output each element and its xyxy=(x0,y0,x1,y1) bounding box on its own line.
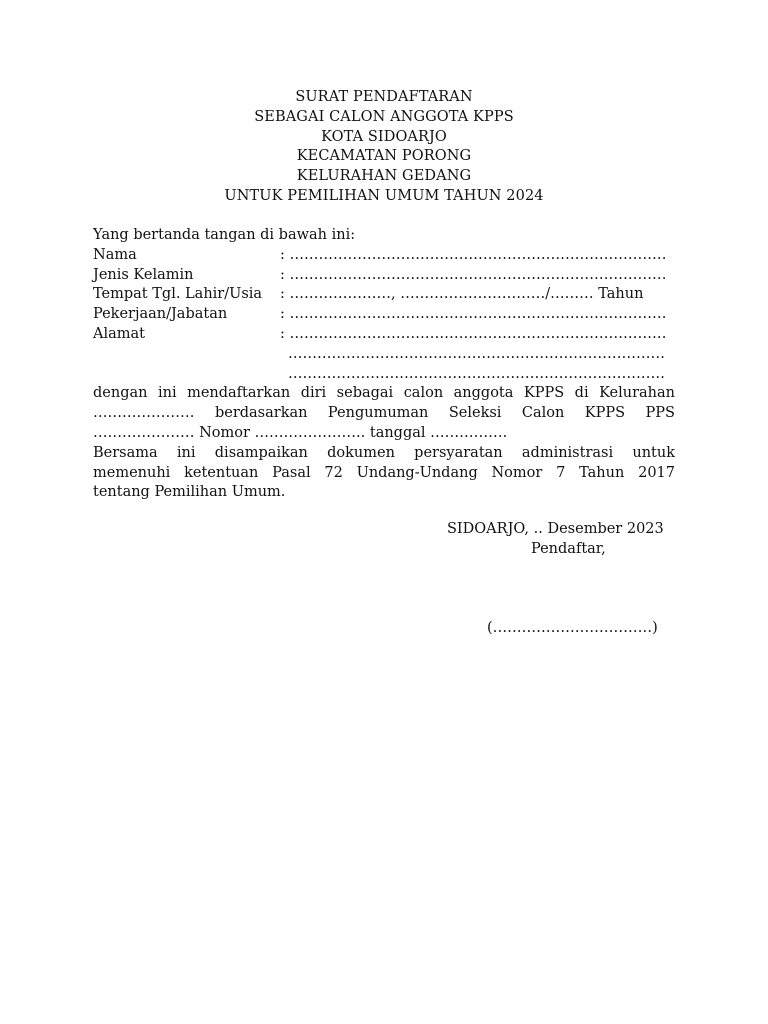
paragraph-line: memenuhi ketentuan Pasal 72 Undang-Undang Nomor 7 Tahun 2017 xyxy=(93,464,675,481)
paragraph-line: ………………… berdasarkan Pengumuman Seleksi Calon KPPS PPS xyxy=(93,405,675,422)
paragraph-registration xyxy=(93,384,675,443)
title-line-1: SURAT PENDAFTARAN xyxy=(295,89,473,105)
field-nama xyxy=(93,246,675,266)
field-value: …………………………………………………………………… xyxy=(288,345,665,362)
address-continuation-2 xyxy=(93,365,675,385)
field-alamat xyxy=(93,325,675,345)
field-value: : …………………, …………………………/……… Tahun xyxy=(280,286,644,303)
paragraph-line: ………………… Nomor ………………….. tanggal ……………. xyxy=(93,424,508,441)
field-label: Tempat Tgl. Lahir/Usia xyxy=(93,286,263,303)
field-value: : …………………………………………………………………… xyxy=(280,306,667,323)
field-value: : …………………………………………………………………… xyxy=(280,266,667,283)
signature-place-date: SIDOARJO, .. Desember 2023 xyxy=(447,521,664,537)
field-label: Jenis Kelamin xyxy=(93,266,194,283)
field-label: Nama xyxy=(93,246,137,263)
field-value: : …………………………………………………………………… xyxy=(280,246,667,263)
field-jenis-kelamin xyxy=(93,266,675,286)
field-pekerjaan xyxy=(93,305,675,325)
document-body xyxy=(93,226,675,503)
paragraph-documents xyxy=(93,444,675,503)
field-value: …………………………………………………………………… xyxy=(288,365,665,382)
address-continuation-1 xyxy=(93,345,675,365)
signature-name-placeholder: (……………………………) xyxy=(487,620,658,636)
paragraph-line: tentang Pemilihan Umum. xyxy=(93,484,286,501)
field-tempat-tgl-lahir xyxy=(93,285,675,305)
title-line-4: KECAMATAN PORONG xyxy=(296,148,472,165)
field-label: Pekerjaan/Jabatan xyxy=(93,306,228,323)
field-value: : …………………………………………………………………… xyxy=(280,325,667,342)
title-line-5: KELURAHAN GEDANG xyxy=(296,168,472,185)
document-title xyxy=(0,88,768,207)
paragraph-line: dengan ini mendaftarkan diri sebagai calon anggota KPPS di Kelurahan xyxy=(93,385,675,402)
intro-text: Yang bertanda tangan di bawah ini: xyxy=(93,227,356,243)
signature-role: Pendaftar, xyxy=(531,541,606,557)
title-line-6: UNTUK PEMILIHAN UMUM TAHUN 2024 xyxy=(224,187,544,204)
title-line-2: SEBAGAI CALON ANGGOTA KPPS xyxy=(254,108,514,125)
field-label: Alamat xyxy=(93,325,145,342)
paragraph-line: Bersama ini disampaikan dokumen persyaratan administrasi untuk xyxy=(93,444,675,461)
title-line-3: KOTA SIDOARJO xyxy=(321,128,447,145)
